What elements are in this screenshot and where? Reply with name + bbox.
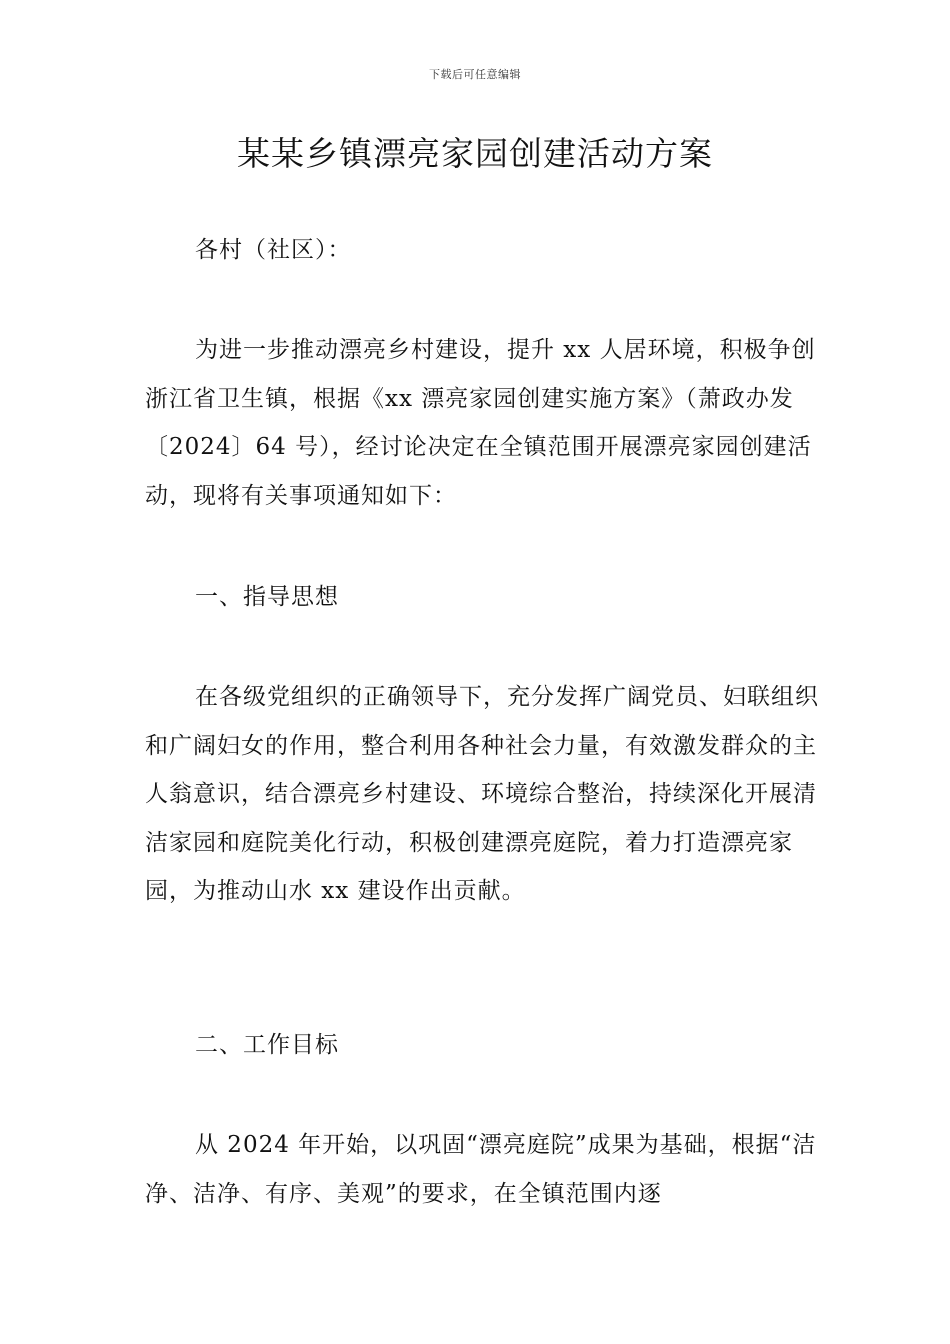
- salutation: 各村（社区）：: [195, 237, 352, 263]
- work-goal-paragraph: 从 2024 年开始，以巩固“漂亮庭院”成果为基础，根据“洁净、洁净、有序、美观”的要求，在全镇范围内逐: [145, 1132, 817, 1207]
- section-heading-guiding-thought: 一、指导思想: [195, 584, 339, 610]
- document-title: 某某乡镇漂亮家园创建活动方案: [237, 134, 713, 173]
- header-note: 下载后可任意编辑: [429, 68, 521, 81]
- guiding-thought-paragraph: 在各级党组织的正确领导下，充分发挥广阔党员、妇联组织和广阔妇女的作用，整合利用各种社会力量，有效激发群众的主人翁意识，结合漂亮乡村建设、环境综合整治，持续深化开展清洁家园和庭院美化行动，积极创建漂亮庭院，着力打造漂亮家园，为推动山水 xx 建设作出贡献。: [145, 684, 819, 904]
- section-heading-work-goal: 二、工作目标: [195, 1032, 339, 1058]
- intro-paragraph: 为进一步推动漂亮乡村建设，提升 xx 人居环境，积极争创浙江省卫生镇，根据《xx 漂亮家园创建实施方案》（萧政办发〔2024〕64 号），经讨论决定在全镇范围开展漂亮家园创建活动，现将有关事项通知如下：: [145, 337, 816, 509]
